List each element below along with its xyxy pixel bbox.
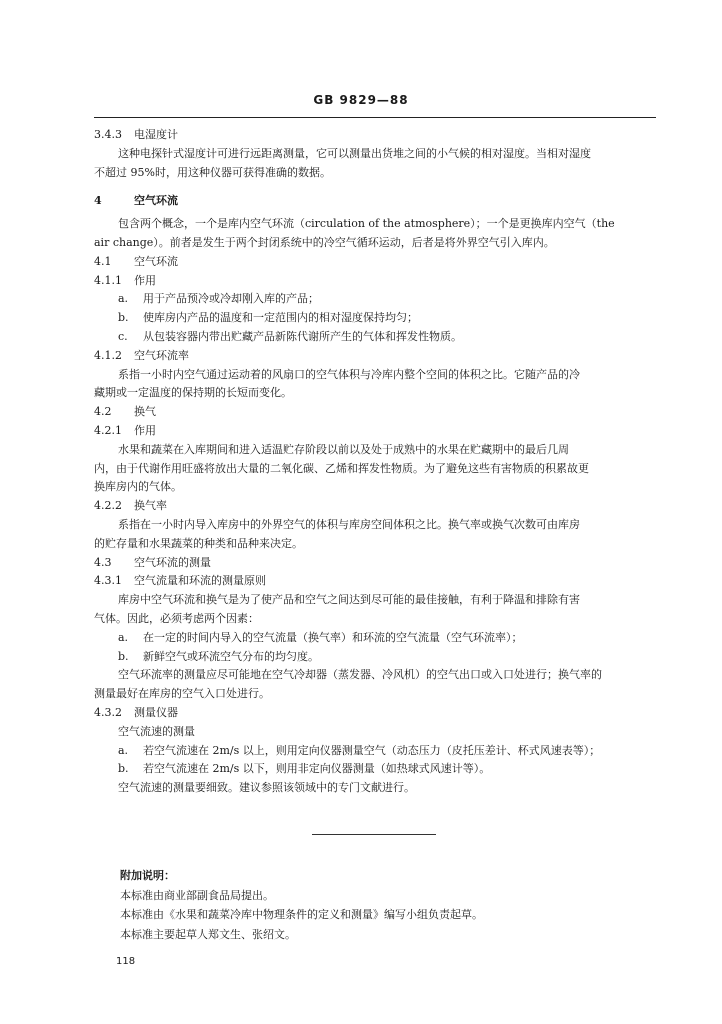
list-item [94,648,656,667]
section-title: 空气环流 [134,254,178,268]
section-number: 4.2.2 [94,499,122,513]
standard-header: GB 9829—88 [313,93,409,107]
section-number: 3.4.3 [94,128,122,141]
paragraph-line: 测量最好在库房的空气入口处进行。 [94,687,270,701]
section-heading-3-4-3 [94,126,656,145]
section-heading-4-3 [94,554,656,573]
notes-line: 本标准主要起草人郑文生、张绍文。 [120,927,296,941]
section-heading-4-1-1 [94,272,656,291]
list-text: 若空气流速在 2m/s 以下，则用非定向仪器测量（如热球式风速计等）。 [143,762,491,776]
paragraph-line: 藏期或一定温度的保持期的长短而变化。 [94,386,292,400]
section-heading-4-2-2 [94,497,656,516]
list-text: 在一定的时间内导入的空气流量（换气率）和环流的空气流量（空气环流率）； [143,630,523,644]
list-text: 使库房内产品的温度和一定范围内的相对湿度保持均匀； [143,311,418,325]
section-number: 4.3 [94,555,112,569]
section-number: 4.2 [94,405,112,419]
section-heading-4-2 [94,403,656,422]
section-title: 测量仪器 [134,705,178,719]
section-title: 电湿度计 [134,128,178,141]
section-number: 4.1.1 [94,273,122,287]
section-number: 4 [94,194,102,208]
list-marker: c. [118,329,128,343]
section-number: 4.1 [94,254,112,268]
list-marker: b. [118,649,129,663]
additional-notes [120,866,640,944]
paragraph-line: 气体。因此，必须考虑两个因素： [94,611,259,625]
document-body [94,126,656,798]
header-rule [94,117,656,118]
notes-line: 本标准由《水果和蔬菜冷库中物理条件的定义和测量》编写小组负责起草。 [120,908,483,921]
paragraph-line: air change）。前者是发生于两个封闭系统中的冷空气循环运动，后者是将外界空气引入库内。 [94,235,555,249]
paragraph-line: 空气流速的测量要细致。建议参照该领域中的专门文献进行。 [118,781,415,795]
list-marker: a. [118,630,129,644]
list-item [94,629,656,648]
section-title: 空气环流的测量 [134,555,211,569]
section-heading-4-2-1 [94,422,656,441]
paragraph-line: 空气环流率的测量应尽可能地在空气冷却器（蒸发器、冷风机）的空气出口或入口处进行；换气率的 [118,668,602,682]
paragraph-line: 不超过 95%时，用这种仪器可获得准确的数据。 [94,165,331,179]
section-title: 换气率 [134,499,167,513]
section-title: 换气 [134,405,156,419]
section-heading-4-1 [94,253,656,272]
list-item [94,742,656,761]
list-item [94,309,656,328]
notes-title: 附加说明： [120,869,175,882]
section-title: 空气环流 [134,194,178,208]
list-marker: a. [118,292,129,306]
section-title: 空气流量和环流的测量原则 [134,574,266,588]
section-title: 作用 [134,423,156,437]
page-number: 118 [116,956,136,967]
list-text: 若空气流速在 2m/s 以上，则用定向仪器测量空气（动态压力（皮托压差计、杯式风速表等）； [143,743,601,757]
paragraph-line: 库房中空气环流和换气是为了使产品和空气之间达到尽可能的最佳接触，有利于降温和排除有害 [118,593,580,607]
section-number: 4.2.1 [94,423,122,437]
section-heading-4 [94,192,656,211]
paragraph-line: 系指在一小时内导入库房中的外界空气的体积与库房空间体积之比。换气率或换气次数可由库房 [118,517,580,531]
list-item [94,760,656,779]
section-number: 4.1.2 [94,348,122,362]
notes-line: 本标准由商业部副食品局提出。 [120,888,274,902]
list-text: 新鲜空气或环流空气分布的均匀度。 [143,649,319,663]
paragraph-line: 这种电探针式湿度计可进行远距离测量，它可以测量出货堆之间的小气候的相对湿度。当相对湿度 [118,146,591,160]
list-text: 用于产品预冷或冷却刚入库的产品； [143,292,319,306]
paragraph-line: 内，由于代谢作用旺盛将放出大量的二氧化碳、乙烯和挥发性物质。为了避免这些有害物质的积累故更 [94,461,589,475]
paragraph-line: 换库房内的气体。 [94,480,182,494]
section-number: 4.3.2 [94,705,122,719]
section-heading-4-3-1 [94,572,656,591]
list-text: 从包装容器内带出贮藏产品新陈代谢所产生的气体和挥发性物质。 [143,329,462,343]
section-title: 作用 [134,273,156,287]
paragraph-line: 的贮存量和水果蔬菜的种类和品种来决定。 [94,536,303,550]
paragraph-line: 包含两个概念，一个是库内空气环流（circulation of the atmosphere）；一个是更换库内空气（the [118,217,615,231]
list-marker: b. [118,762,129,776]
section-number: 4.3.1 [94,574,122,588]
list-item [94,328,656,347]
paragraph-line: 水果和蔬菜在入库期间和进入适温贮存阶段以前以及处于成熟中的水果在贮藏期中的最后几周 [118,442,569,456]
paragraph-line: 系指一小时内空气通过运动着的风扇口的空气体积与冷库内整个空间的体积之比。它随产品的冷 [118,367,580,381]
section-title: 空气环流率 [134,348,189,362]
section-heading-4-3-2 [94,704,656,723]
list-marker: b. [118,311,129,325]
end-rule [312,834,436,835]
list-marker: a. [118,743,129,757]
subheading: 空气流速的测量 [118,724,195,738]
section-heading-4-1-2 [94,347,656,366]
list-item [94,290,656,309]
